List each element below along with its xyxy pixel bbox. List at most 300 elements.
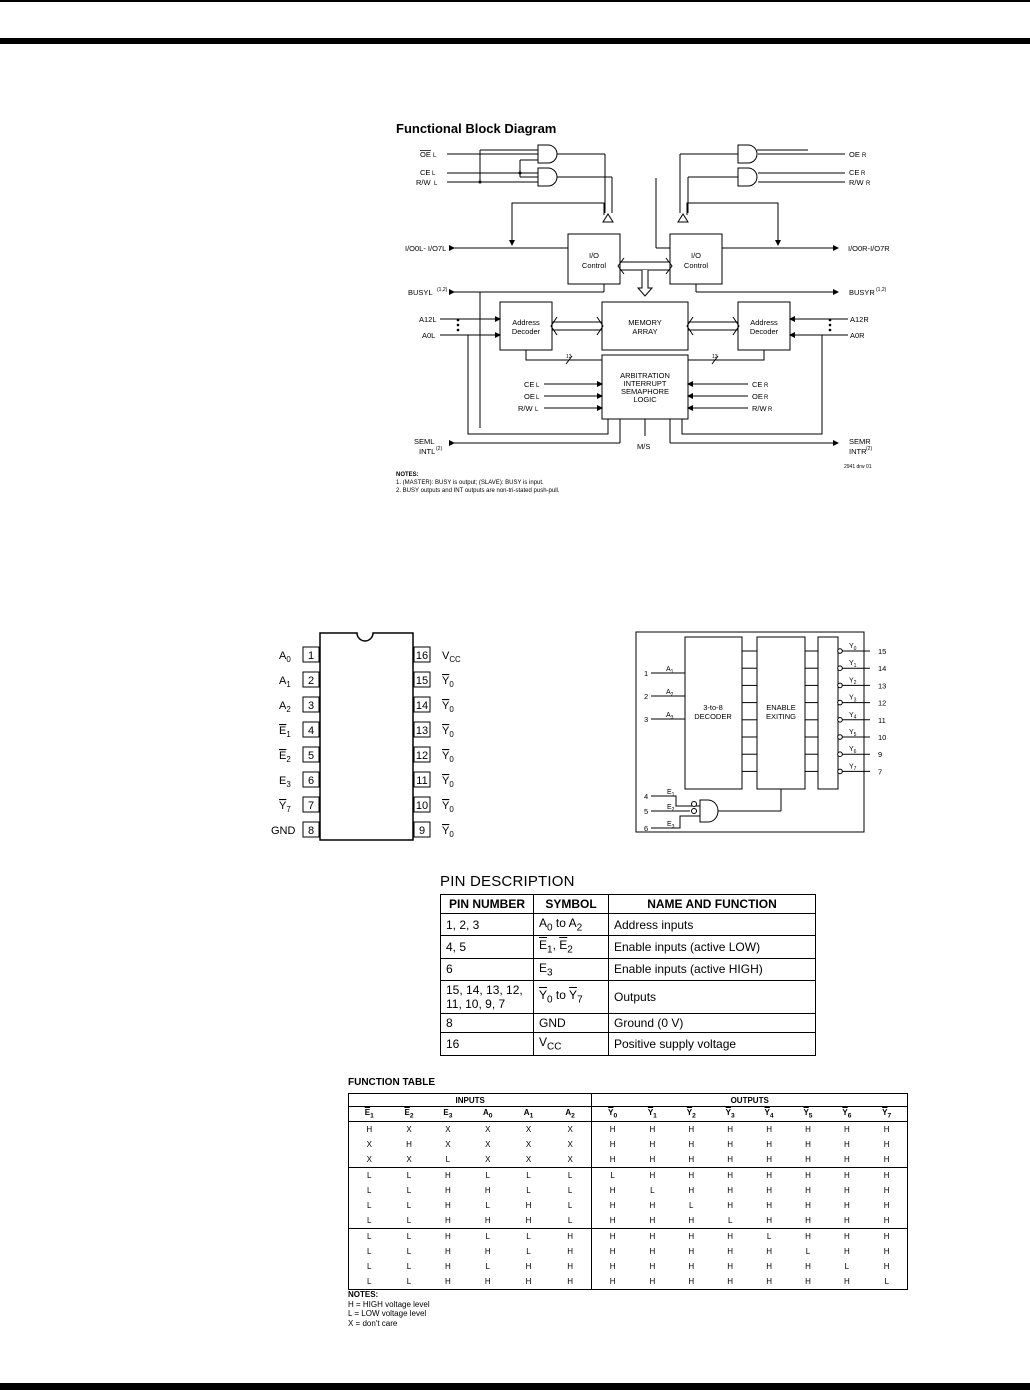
pin-label: $Y_0$ — [442, 825, 454, 839]
arb-right-ce: CE — [752, 380, 763, 389]
ft-cell: H — [866, 1122, 907, 1138]
ft-cell: H — [688, 1262, 695, 1271]
pin-label: $Y_0$ — [442, 775, 454, 789]
ft-cell: H — [428, 1168, 467, 1184]
fbd-left-oe: OE — [420, 150, 431, 159]
arb-left-ce: CE — [524, 380, 535, 389]
ft-cell: L — [508, 1168, 549, 1184]
ft-cell: L — [467, 1229, 508, 1245]
ft-cell: L — [349, 1168, 390, 1184]
ft-cell: H — [633, 1168, 672, 1184]
ft-cell: H — [844, 1201, 850, 1210]
pin-number: 10 — [415, 800, 429, 812]
ft-cell: H — [633, 1229, 672, 1245]
ft-cell: H — [844, 1247, 850, 1256]
ft-cell: L — [406, 1186, 412, 1195]
ft-cell: H — [688, 1186, 695, 1195]
fbd-right-oe-sub: R — [862, 153, 867, 159]
ft-cell: L — [406, 1262, 412, 1271]
pin-label: $A_2$ — [666, 689, 674, 698]
ft-cell: H — [711, 1274, 750, 1290]
pin-symbol-cell: $A_0$ to $A_2$ — [534, 914, 609, 936]
ft-cell: H — [649, 1216, 656, 1225]
arb-right-oe: OE — [752, 392, 763, 401]
pin-col-header: SYMBOL — [534, 895, 609, 914]
ft-row — [349, 1274, 908, 1290]
ft-cell: H — [549, 1244, 592, 1259]
pin-description-table — [440, 894, 816, 1056]
ft-cell: H — [805, 1201, 811, 1210]
enable-label-2: EXITING — [765, 712, 797, 721]
ft-cell: H — [766, 1247, 772, 1256]
ft-cell: H — [866, 1213, 907, 1229]
ft-cell: H — [649, 1155, 656, 1164]
ft-cell: H — [467, 1274, 508, 1290]
ft-row — [349, 1152, 908, 1168]
ft-row — [349, 1122, 908, 1138]
logic-output-num: 9 — [878, 750, 883, 760]
ft-cell: H — [866, 1183, 907, 1198]
bus-width-left: 13 — [566, 354, 572, 360]
ft-cell: H — [866, 1198, 907, 1213]
addr-right-label-1: Address — [750, 318, 778, 327]
ft-cell: H — [688, 1216, 695, 1225]
logic-input-num: 1 — [644, 669, 649, 678]
ft-row — [349, 1213, 908, 1229]
ft-cell: H — [750, 1274, 789, 1290]
ft-cell: H — [609, 1186, 616, 1195]
ft-group-inputs: INPUTS — [349, 1094, 592, 1107]
ft-cell: H — [844, 1140, 850, 1149]
fbd-left-ce: CE — [420, 168, 431, 177]
ft-cell: H — [445, 1247, 451, 1256]
pin-label: $E_1$ — [279, 725, 291, 739]
fbd-left-a12: A12L — [419, 315, 437, 324]
ft-cell: H — [549, 1259, 592, 1274]
io-left-label-1: I/O — [588, 251, 600, 260]
logic-output-num: 13 — [878, 681, 887, 691]
pin-label: $Y_5$ — [849, 729, 857, 738]
ft-cell: X — [485, 1125, 491, 1134]
enable-label-1: ENABLE — [766, 703, 796, 712]
fbd-left-rw: R/W — [416, 178, 431, 187]
pin-label: $Y_0$ — [442, 675, 454, 689]
pin-function-cell: Ground (0 V) — [609, 1014, 816, 1033]
ft-cell: L — [526, 1186, 531, 1195]
function-table — [348, 1093, 908, 1290]
pin-row — [441, 958, 816, 980]
ft-note-1: H = HIGH voltage level — [348, 1299, 430, 1309]
ft-cell: H — [688, 1125, 695, 1134]
ft-note-3: X = don't care — [348, 1318, 398, 1328]
ft-cell: L — [549, 1213, 592, 1229]
arb-right-rw: R/W — [752, 404, 767, 413]
function-table-notes — [348, 1290, 430, 1328]
ft-cell: H — [866, 1244, 907, 1259]
ft-cell: H — [827, 1229, 866, 1245]
logic-output-num: 10 — [878, 733, 887, 742]
fbd-right-int-note: (2) — [866, 446, 873, 452]
pin-symbol-cell: $\overline{E}_1$, $\overline{E}_2$ — [534, 936, 609, 958]
ft-cell: L — [727, 1216, 733, 1225]
ft-cell: H — [844, 1186, 850, 1195]
pin-number-cell: 4, 5 — [441, 936, 534, 958]
pin-label: $E_2$ — [667, 804, 675, 813]
fbd-right-rw-sub: R — [866, 181, 871, 187]
ft-row — [349, 1137, 908, 1152]
fbd-right-int: INTR — [849, 447, 867, 456]
ft-row — [349, 1198, 908, 1213]
ft-cell: H — [609, 1140, 616, 1149]
ft-row — [349, 1183, 908, 1198]
ft-cell: L — [349, 1183, 390, 1198]
ft-cell: H — [445, 1186, 451, 1195]
fbd-right-ce: CE — [849, 168, 860, 177]
fbd-right-busy-note: (1,2) — [876, 287, 887, 293]
pin-row — [441, 1014, 816, 1033]
ft-cell: H — [805, 1216, 811, 1225]
fbd-right-a0: A0R — [850, 331, 865, 340]
logic-output-num: 15 — [878, 647, 887, 656]
pin-row — [441, 914, 816, 936]
ft-cell: L — [390, 1274, 429, 1290]
ft-cell: L — [689, 1201, 694, 1210]
pin-label: $Y_7$ — [279, 800, 291, 814]
top-thick-rule — [0, 38, 1030, 44]
ft-column-header: $A_1$ — [508, 1107, 549, 1122]
ft-cell: L — [844, 1262, 850, 1271]
pin-label: $A_2$ — [279, 700, 291, 714]
pin-label: $Y_7$ — [849, 763, 857, 773]
arb-left-ce-sub: L — [536, 383, 540, 389]
arb-left-rw-sub: L — [535, 407, 539, 413]
ft-column-header: $\overline{Y}_2$ — [672, 1107, 711, 1122]
ft-cell: H — [609, 1125, 616, 1134]
ft-cell: H — [484, 1216, 491, 1225]
pin-number: 1 — [307, 650, 315, 662]
ft-cell: H — [406, 1140, 412, 1149]
ft-cell: L — [549, 1183, 592, 1198]
pin-symbol-cell: $E_3$ — [534, 958, 609, 980]
ft-cell: H — [727, 1186, 734, 1195]
pin-number: 4 — [307, 725, 315, 737]
ft-cell: L — [390, 1229, 429, 1245]
fbd-right-io: I/O0R-I/O7R — [848, 244, 890, 253]
ft-cell: H — [866, 1229, 907, 1245]
ft-cell: H — [789, 1168, 828, 1184]
pin-number: 2 — [307, 675, 315, 687]
pin-number: 12 — [415, 750, 429, 762]
logic-input-num: 3 — [644, 715, 649, 724]
pin-number-cell: 6 — [441, 958, 534, 980]
block-note-1: 1. (MASTER): BUSY is output; (SLAVE): BUSY is input. — [396, 480, 544, 486]
enable-and-gate — [700, 800, 718, 822]
ft-cell: L — [406, 1247, 412, 1256]
ft-cell: H — [727, 1155, 734, 1164]
block-notes-heading: NOTES: — [396, 472, 419, 478]
ft-cell: H — [727, 1201, 734, 1210]
fbd-right-oe: OE — [849, 150, 860, 159]
ft-cell: H — [609, 1216, 616, 1225]
ft-row — [349, 1259, 908, 1274]
ft-cell: H — [711, 1229, 750, 1245]
ft-cell: L — [549, 1198, 592, 1213]
logic-output-num: 14 — [878, 664, 887, 674]
ft-cell: H — [711, 1168, 750, 1184]
ft-column-header: $\overline{E}_2$ — [390, 1107, 429, 1122]
arb-label-3: SEMAPHORE — [621, 387, 669, 396]
ft-cell: L — [805, 1247, 811, 1256]
bottom-rule — [0, 1383, 1030, 1390]
logic-input-num: 5 — [644, 807, 649, 816]
logic-output-num: 11 — [878, 715, 886, 725]
functional-block-diagram — [380, 140, 900, 472]
pin-label: $Y_2$ — [849, 677, 857, 687]
ft-cell: H — [789, 1229, 828, 1245]
arb-right-oe-sub: R — [764, 395, 769, 401]
ft-cell: H — [766, 1262, 772, 1271]
ft-cell: L — [866, 1274, 907, 1290]
fbd-right-a12: A12R — [850, 315, 869, 324]
ic-pinout — [260, 625, 480, 850]
addr-right-label-2: Decoder — [749, 327, 779, 336]
ft-cell: H — [866, 1168, 907, 1184]
ft-cell: H — [525, 1201, 532, 1210]
ft-column-header: $\overline{Y}_7$ — [866, 1107, 907, 1122]
ft-cell: H — [844, 1155, 850, 1164]
arb-right-ce-sub: R — [764, 383, 769, 389]
pin-label: $Y_0$ — [442, 700, 454, 714]
pin-number-cell: 16 — [441, 1033, 534, 1055]
pin-label: $V_{CC}$ — [442, 650, 461, 664]
ft-column-header: $\overline{E}_1$ — [349, 1107, 390, 1122]
pin-col-header: NAME AND FUNCTION — [609, 895, 816, 914]
ft-cell: H — [727, 1140, 734, 1149]
ft-cell: L — [390, 1168, 429, 1184]
io-right-label-2: Control — [683, 261, 709, 270]
pin-label: $E_1$ — [667, 789, 675, 798]
pin-label: $A_1$ — [666, 666, 674, 675]
pin-number: 15 — [415, 675, 429, 687]
and-gate-left-bottom — [538, 168, 557, 186]
ft-cell: L — [650, 1186, 655, 1195]
ft-cell: H — [866, 1137, 907, 1152]
ft-cell: L — [467, 1168, 508, 1184]
pin-function-cell: Positive supply voltage — [609, 1033, 816, 1055]
ft-cell: H — [766, 1186, 772, 1195]
ft-cell: H — [805, 1186, 811, 1195]
ft-cell: H — [484, 1247, 491, 1256]
ft-cell: H — [649, 1262, 656, 1271]
fbd-left-busy-note: (1,2) — [437, 287, 448, 293]
ft-cell: X — [525, 1125, 532, 1134]
block-diagram-notes — [396, 471, 560, 495]
logic-output-num: 7 — [878, 767, 883, 777]
ft-column-header: $\overline{Y}_5$ — [789, 1107, 828, 1122]
ft-cell: X — [549, 1152, 592, 1168]
ft-cell: H — [805, 1155, 811, 1164]
logic-input-num: 6 — [644, 824, 649, 833]
ft-cell: H — [766, 1140, 772, 1149]
ft-cell: H — [633, 1274, 672, 1290]
pin-function-cell: Outputs — [609, 981, 816, 1014]
arb-left-rw: R/W — [518, 404, 533, 413]
pin-symbol-cell: $\overline{Y}_0$ to $\overline{Y}_7$ — [534, 981, 609, 1014]
ft-cell: H — [445, 1216, 451, 1225]
ft-cell: H — [484, 1186, 491, 1195]
ft-cell: H — [609, 1262, 616, 1271]
and-gate-right-top — [738, 145, 757, 163]
pin-number-cell: 15, 14, 13, 12, 11, 10, 9, 7 — [441, 981, 534, 1014]
io-right-label-1: I/O — [690, 251, 702, 260]
logic-input-num: 4 — [644, 792, 649, 801]
ft-cell: H — [866, 1152, 907, 1168]
pin-label: $E_3$ — [279, 775, 291, 789]
pin-function-cell: Address inputs — [609, 914, 816, 936]
ft-cell: H — [649, 1201, 656, 1210]
ft-cell: L — [508, 1229, 549, 1245]
ft-column-header: $A_2$ — [549, 1107, 592, 1122]
ft-cell: X — [549, 1137, 592, 1152]
fbd-left-io: I/O0L- I/O7L — [405, 244, 447, 253]
ft-cell: X — [485, 1155, 491, 1164]
ft-cell: H — [727, 1125, 734, 1134]
ft-cell: X — [549, 1122, 592, 1138]
pin-label: $A_0$ — [279, 650, 291, 664]
pin-number: 11 — [416, 775, 428, 787]
ft-cell: H — [525, 1216, 532, 1225]
ft-column-header: $\overline{Y}_1$ — [633, 1107, 672, 1122]
fbd-left-int-note: (2) — [436, 446, 443, 452]
pin-label: $A_3$ — [666, 712, 674, 721]
ft-column-header: $\overline{Y}_6$ — [827, 1107, 866, 1122]
pin-symbol-cell: GND — [534, 1014, 609, 1033]
pin-number: 16 — [415, 650, 429, 662]
pin-description-title: PIN DESCRIPTION — [440, 873, 575, 890]
bus-width-right: 13 — [712, 354, 718, 360]
ft-cell: L — [406, 1201, 412, 1210]
pin-number-cell: 8 — [441, 1014, 534, 1033]
and-gate-left-top — [538, 145, 557, 163]
pin-number: 7 — [307, 800, 315, 812]
logic-diagram — [630, 628, 910, 840]
ft-cell: X — [445, 1125, 451, 1134]
pin-number-cell: 1, 2, 3 — [441, 914, 534, 936]
ft-cell: X — [406, 1155, 412, 1164]
function-table-title: FUNCTION TABLE — [348, 1077, 436, 1088]
ft-cell: X — [485, 1140, 491, 1149]
ft-cell: X — [525, 1155, 532, 1164]
and-gate-right-bottom — [738, 168, 757, 186]
pin-label: $Y_4$ — [849, 711, 857, 721]
ft-cell: L — [592, 1168, 633, 1184]
ft-cell: X — [445, 1140, 451, 1149]
output-buffer-block — [818, 637, 838, 789]
pin-number: 6 — [307, 775, 315, 787]
ft-cell: X — [349, 1137, 390, 1152]
ft-cell: X — [406, 1125, 412, 1134]
ft-cell: H — [592, 1229, 633, 1245]
ft-cell: L — [750, 1229, 789, 1245]
ft-cell: H — [649, 1247, 656, 1256]
ft-cell: X — [525, 1140, 532, 1149]
pin-label: $Y_0$ — [442, 750, 454, 764]
ft-cell: L — [406, 1216, 412, 1225]
ft-column-header: $\overline{Y}_0$ — [592, 1107, 633, 1122]
ft-cell: H — [445, 1262, 451, 1271]
ft-row — [349, 1168, 908, 1184]
ft-cell: H — [428, 1229, 467, 1245]
pin-label: $Y_6$ — [849, 746, 857, 755]
ft-cell: H — [866, 1259, 907, 1274]
arb-left-oe: OE — [524, 392, 535, 401]
arb-label-1: ARBITRATION — [620, 371, 670, 380]
ft-cell: H — [827, 1168, 866, 1184]
pin-row — [441, 1033, 816, 1055]
arb-label-2: INTERRUPT — [623, 379, 667, 388]
ft-column-header: $E_3$ — [428, 1107, 467, 1122]
pin-label: $Y_1$ — [849, 660, 857, 669]
memory-label-2: ARRAY — [632, 327, 658, 336]
pin-number: 3 — [307, 700, 315, 712]
memory-label-1: MEMORY — [628, 318, 662, 327]
arb-right-rw-sub: R — [768, 407, 773, 413]
ft-cell: H — [609, 1155, 616, 1164]
ft-column-header: $A_0$ — [467, 1107, 508, 1122]
drawing-number: 2941 drw 01 — [844, 464, 872, 470]
ft-cell: H — [672, 1274, 711, 1290]
fbd-left-a0: A0L — [422, 331, 436, 340]
ft-cell: L — [549, 1168, 592, 1184]
ft-cell: L — [349, 1244, 390, 1259]
top-thin-rule — [0, 0, 1030, 2]
block-diagram-title: Functional Block Diagram — [396, 121, 557, 136]
pin-row — [441, 936, 816, 958]
arb-left-oe-sub: L — [536, 395, 540, 401]
ft-group-outputs: OUTPUTS — [592, 1094, 908, 1107]
ms-label: M/S — [637, 442, 651, 451]
pin-label: $Y_3$ — [849, 694, 857, 704]
ft-cell: L — [349, 1274, 390, 1290]
ft-cell: H — [827, 1274, 866, 1290]
pin-function-cell: Enable inputs (active HIGH) — [609, 958, 816, 980]
pin-label: $E_3$ — [667, 821, 675, 830]
ft-cell: X — [349, 1152, 390, 1168]
fbd-left-rw-sub: L — [434, 181, 438, 187]
ft-cell: H — [549, 1274, 592, 1290]
ft-cell: L — [349, 1198, 390, 1213]
ft-cell: L — [349, 1213, 390, 1229]
ft-cell: H — [727, 1247, 734, 1256]
ft-row — [349, 1244, 908, 1259]
fbd-left-int: INTL — [419, 447, 436, 456]
logic-output-num: 12 — [878, 698, 887, 708]
ft-cell: H — [609, 1201, 616, 1210]
ft-cell: L — [485, 1201, 490, 1210]
ft-cell: L — [526, 1247, 531, 1256]
pin-label: GND — [271, 825, 296, 837]
fbd-left-busy: BUSYL — [408, 288, 433, 297]
ft-cell: L — [445, 1155, 451, 1164]
ft-cell: H — [805, 1125, 811, 1134]
ft-cell: H — [766, 1155, 772, 1164]
pin-label: $A_1$ — [279, 675, 291, 689]
pin-col-header: PIN NUMBER — [441, 895, 534, 914]
ft-cell: H — [688, 1140, 695, 1149]
decoder-label-1: 3-to-8 — [703, 703, 723, 712]
ft-cell: H — [549, 1229, 592, 1245]
fbd-left-ce-sub: L — [432, 171, 436, 177]
